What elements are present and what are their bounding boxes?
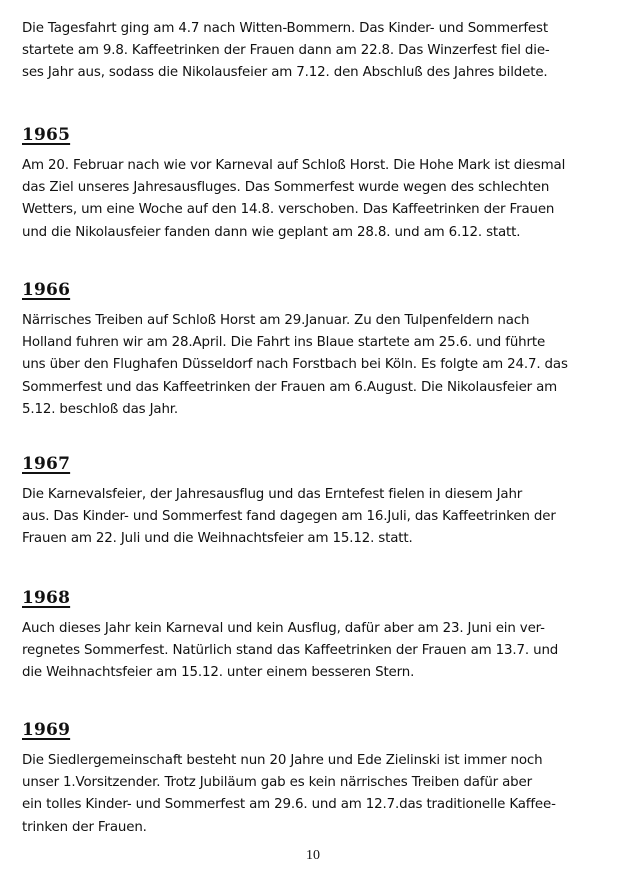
year-heading: 1967 [22,454,71,474]
section-paragraph: Die Karnevalsfeier, der Jahresausflug und das Erntefest fielen in diesem Jahr aus. Das Kinder- und Sommerfest fand dagegen am 16.Juli, das Kaffeetrinken der Frauen am 22. Juli und die Weihnachtsfeier am 15.12. statt. [22,487,556,547]
section-paragraph: Auch dieses Jahr kein Karneval und kein Ausflug, dafür aber am 23. Juni ein ver- regnetes Sommerfest. Natürlich stand das Kaffeetrinken der Frauen am 13.7. und die Weihnachtsfeier am 15.12. unter einem besseren Stern. [22,621,559,681]
year-heading: 1969 [22,720,71,740]
page-number: 10 [306,848,320,863]
section-paragraph: Die Siedlergemeinschaft besteht nun 20 Jahre und Ede Zielinski ist immer noch unser 1.Vorsitzender. Trotz Jubiläum gab es kein närrisches Treiben dafür aber ein tolles Kinder- und Sommerfest am 29.6. und am 12.7.das traditionelle Kaffee- trinken der Frauen. [22,753,556,835]
intro-paragraph: Die Tagesfahrt ging am 4.7 nach Witten-Bommern. Das Kinder- und Sommerfest startete am 9.8. Kaffeetrinken der Frauen dann am 22.8. Das Winzerfest fiel die- ses Jahr aus, sodass die Nikolausfeier am 7.12. den Abschluß des Jahres bildete. [22,21,550,81]
section-1967 [22,453,604,551]
section-1969 [22,719,604,839]
section-1968 [22,587,604,685]
year-heading: 1966 [22,280,71,300]
section-paragraph: Närrisches Treiben auf Schloß Horst am 29.Januar. Zu den Tulpenfeldern nach Holland fuhren wir am 28.April. Die Fahrt ins Blaue startete am 25.6. und führte uns über den Flughafen Düsseldorf nach Forstbach bei Köln. Es folgte am 24.7. das Sommerfest und das Kaffeetrinken der Frauen am 6.August. Die Nikolausfeier am 5.12. beschloß das Jahr. [22,313,568,417]
section-1966 [22,279,604,421]
year-heading: 1965 [22,125,71,145]
intro-paragraph-block [22,18,604,85]
section-1965 [22,124,604,244]
section-paragraph: Am 20. Februar nach wie vor Karneval auf Schloß Horst. Die Hohe Mark ist diesmal das Ziel unseres Jahresausfluges. Das Sommerfest wurde wegen des schlechten Wetters, um eine Woche auf den 14.8. verschoben. Das Kaffeetrinken der Frauen und die Nikolausfeier fanden dann wie geplant am 28.8. und am 6.12. statt. [22,158,566,240]
year-heading: 1968 [22,588,71,608]
